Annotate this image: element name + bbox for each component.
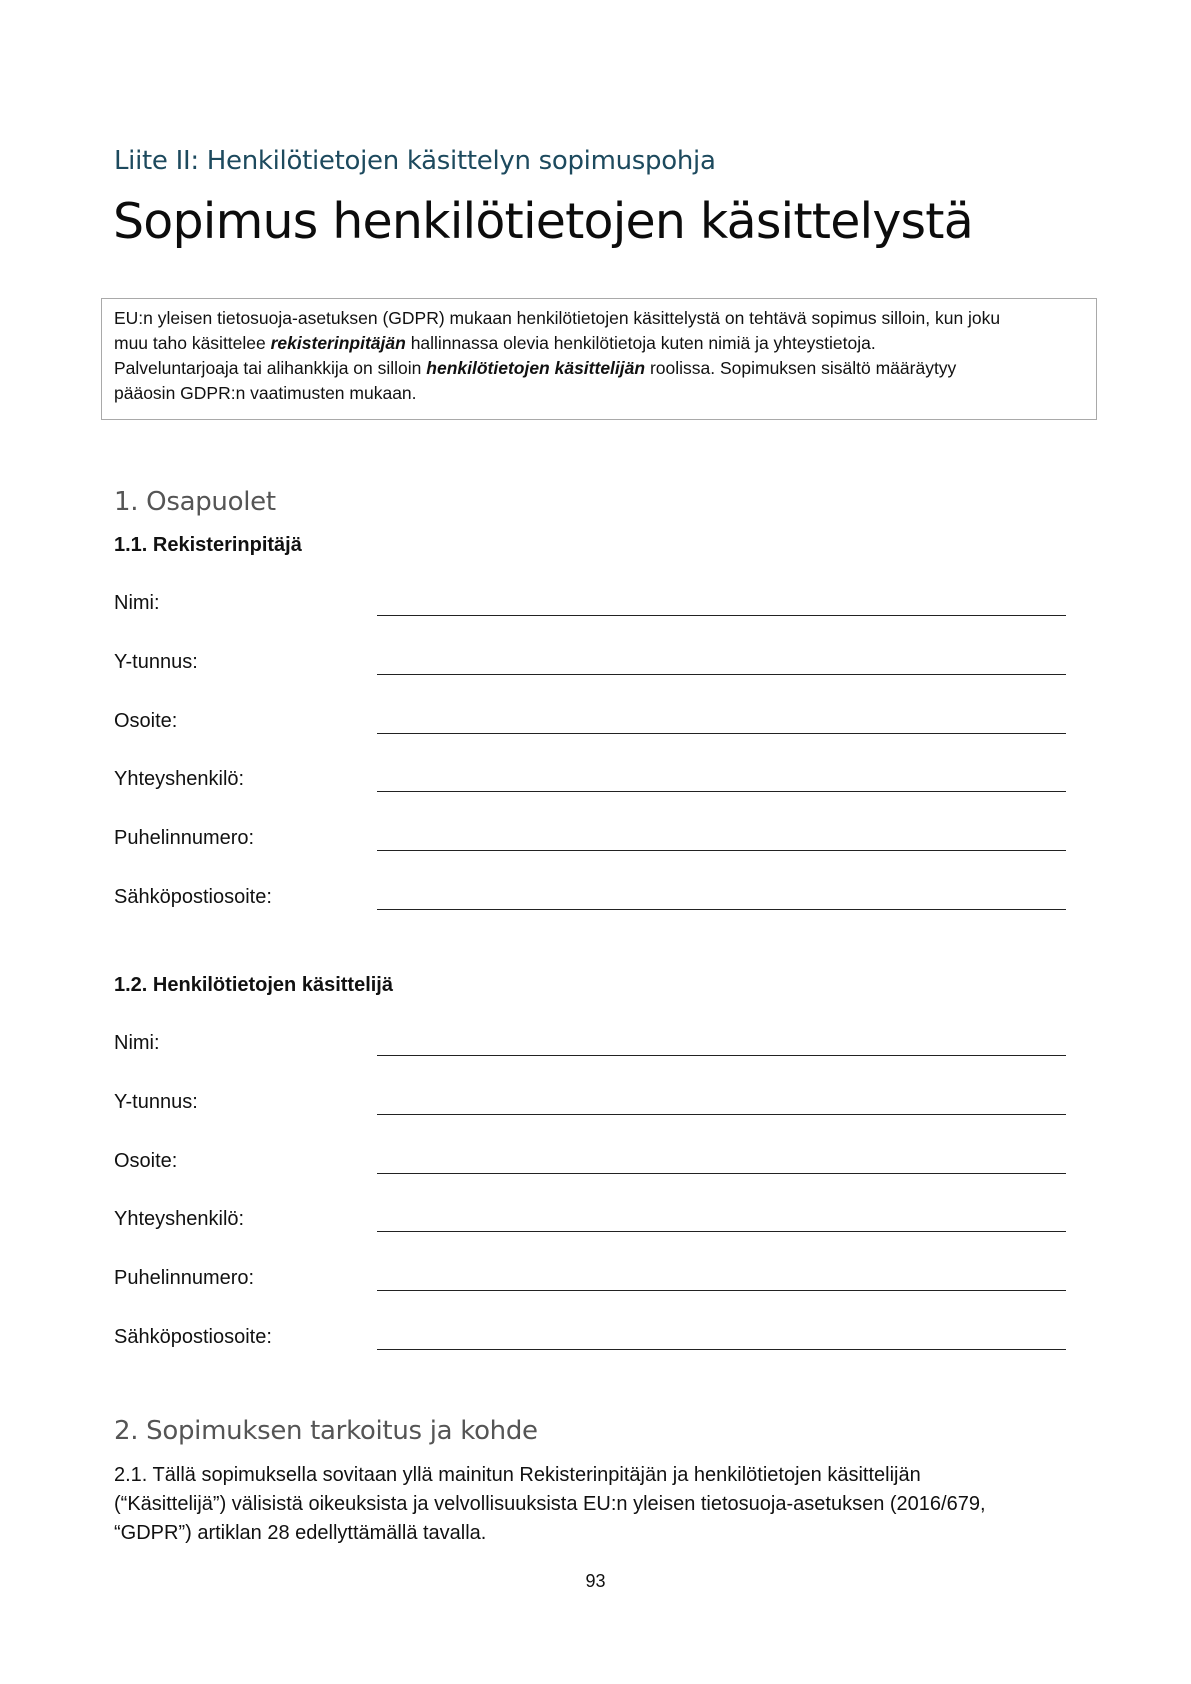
intro-line-3: Palveluntarjoaja tai alihankkija on silloin henkilötietojen käsittelijän roolissa. Sopimuksen sisältö määräytyy xyxy=(114,358,957,378)
emphasis-processor: henkilötietojen käsittelijän xyxy=(426,358,646,378)
processor-contact-person-field[interactable] xyxy=(377,1231,1066,1232)
processor-name-label: Nimi: xyxy=(114,1032,160,1054)
processor-business-id-field[interactable] xyxy=(377,1114,1066,1115)
controller-phone-field[interactable] xyxy=(377,850,1066,851)
controller-email-field[interactable] xyxy=(377,909,1066,910)
subsection-1-2-title: 1.2. Henkilötietojen käsittelijä xyxy=(114,974,393,996)
section-1-heading: 1. Osapuolet xyxy=(114,487,276,517)
controller-business-id-label: Y-tunnus: xyxy=(114,651,198,673)
controller-business-id-field[interactable] xyxy=(377,674,1066,675)
processor-name-field[interactable] xyxy=(377,1055,1066,1056)
emphasis-controller: rekisterinpitäjän xyxy=(270,333,406,353)
processor-address-label: Osoite: xyxy=(114,1150,178,1172)
processor-address-field[interactable] xyxy=(377,1173,1066,1174)
processor-contact-person-label: Yhteyshenkilö: xyxy=(114,1208,245,1230)
controller-contact-person-label: Yhteyshenkilö: xyxy=(114,768,245,790)
processor-business-id-label: Y-tunnus: xyxy=(114,1091,198,1113)
page-number: 93 xyxy=(585,1571,606,1591)
controller-address-field[interactable] xyxy=(377,733,1066,734)
intro-line-1: EU:n yleisen tietosuoja-asetuksen (GDPR) mukaan henkilötietojen käsittelystä on tehtävä sopimus silloin, kun joku xyxy=(114,308,1001,328)
section-2-paragraph-line-2: (“Käsittelijä”) välisistä oikeuksista ja velvollisuuksista EU:n yleisen tietosuoja-asetuksen (2016/679, xyxy=(114,1493,986,1515)
document-title: Sopimus henkilötietojen käsittelystä xyxy=(113,193,973,250)
section-2-heading: 2. Sopimuksen tarkoitus ja kohde xyxy=(114,1416,538,1446)
controller-email-label: Sähköpostiosoite: xyxy=(114,886,272,908)
processor-email-label: Sähköpostiosoite: xyxy=(114,1326,272,1348)
section-2-paragraph-line-3: “GDPR”) artiklan 28 edellyttämällä tavalla. xyxy=(114,1522,487,1544)
section-2-paragraph-line-1: 2.1. Tällä sopimuksella sovitaan yllä mainitun Rekisterinpitäjän ja henkilötietojen käsittelijän xyxy=(114,1464,921,1486)
controller-phone-label: Puhelinnumero: xyxy=(114,827,255,849)
processor-phone-field[interactable] xyxy=(377,1290,1066,1291)
controller-contact-person-field[interactable] xyxy=(377,791,1066,792)
intro-line-4: pääosin GDPR:n vaatimusten mukaan. xyxy=(114,383,417,403)
controller-name-label: Nimi: xyxy=(114,592,160,614)
controller-address-label: Osoite: xyxy=(114,710,178,732)
document-subtitle: Liite II: Henkilötietojen käsittelyn sopimuspohja xyxy=(114,146,716,176)
controller-name-field[interactable] xyxy=(377,615,1066,616)
processor-phone-label: Puhelinnumero: xyxy=(114,1267,255,1289)
subsection-1-1-title: 1.1. Rekisterinpitäjä xyxy=(114,534,302,556)
intro-line-2: muu taho käsittelee rekisterinpitäjän hallinnassa olevia henkilötietoja kuten nimiä ja yhteystietoja. xyxy=(114,333,876,353)
processor-email-field[interactable] xyxy=(377,1349,1066,1350)
